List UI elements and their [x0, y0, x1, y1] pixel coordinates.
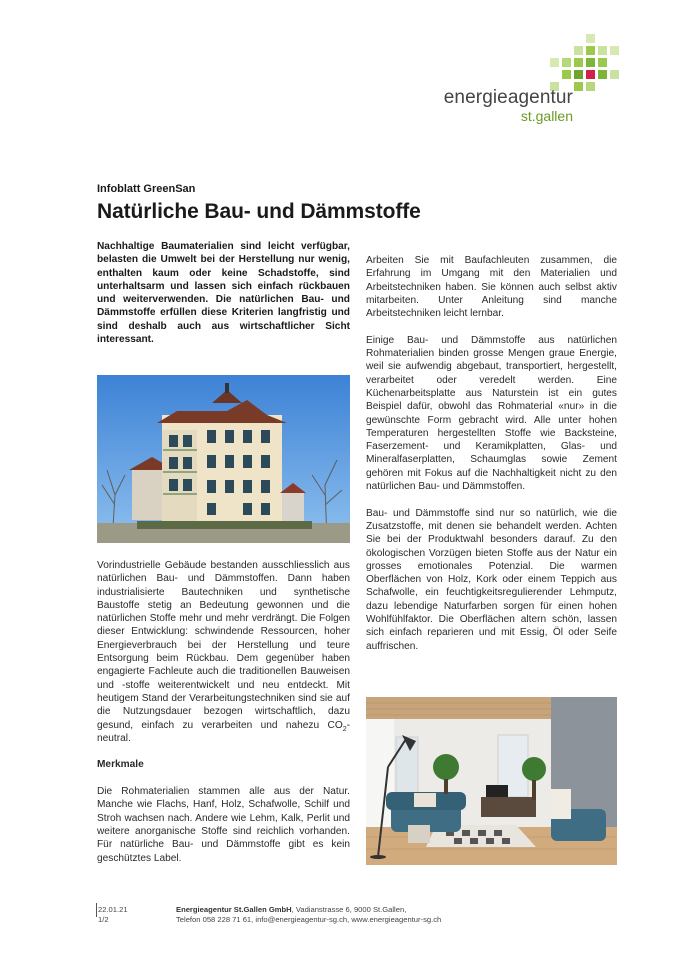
- footer-page: 1/2: [98, 915, 109, 924]
- interior-photo: [366, 697, 617, 865]
- right-paragraph-3: Bau- und Dämmstoffe sind nur so natürlich, wie die Zusatzstoffe, mit denen sie behandelt werden. Achten Sie bei der Produktwahl besonders darauf. Zu den ökologischen Vorzügen bieten Stoffe aus der Natur ein grosses emotionales Potenzial. Die warmen Oberflächen von Holz, Kork oder einem Teppich aus Schafwolle, ein feuchtigkeitsregulierender Lehmputz, dazu lebendige Naturfarben sorgen für einen hohen Wohlfühlfaktor. Die Oberflächen altern schön, lassen sich einfach reparieren und mit Essig, Öl oder Seife auffrischen.: [366, 507, 617, 652]
- merkmale-paragraph: Die Rohmaterialien stammen alle aus der Natur. Manche wie Flachs, Hanf, Holz, Schafwolle, Schilf und Stroh wachsen nach. Andere wie Lehm, Kalk, Perlit und weitere anorganische Stoffe sind reichlich vorhanden. Für natürliche Bau- und Dämmstoffe gibt es kein geschütztes Label.: [97, 786, 350, 864]
- footer-meta: [98, 905, 128, 925]
- right-paragraph-2: Einige Bau- und Dämmstoffe aus natürlichen Rohmaterialien binden grosse Mengen graue Energie, weil sie aufwendig abgebaut, transportiert, hergestellt, verarbeitet oder veredelt werden. Eine Küchenarbeitsplatte aus Naturstein ist ein gutes Beispiel dafür, obwohl das Rohmaterial «nur» in die gewünschte Form gebracht wird. Alle unter hohen Temperaturen hergestellten Stoffe wie Backsteine, Faserzement- und Keramikplatten, Glas- und Mineralfaserplatten, Schaumglas sowie Zement gehören mit Fokus auf die Nachhaltigkeit nicht zu den natürlichen Bau- und Dämmstoffen.: [366, 334, 617, 493]
- footer-rule: [96, 903, 97, 917]
- right-paragraph-1: Arbeiten Sie mit Baufachleuten zusammen, die Erfahrung im Umgang mit den Materialien und Arbeitstechniken haben. Sie können auch selbst aktiv mitarbeiten. Unter Anleitung sind manche Arbeitstechniken leicht lernbar.: [366, 255, 617, 320]
- logo-name: energieagentur: [443, 87, 573, 108]
- kicker: Infoblatt GreenSan: [97, 183, 196, 195]
- footer-address-line: [176, 905, 441, 915]
- page-title: Natürliche Bau- und Dämmstoffe: [97, 200, 421, 223]
- footer-contact-line: Telefon 058 228 71 61, info@energieagentur-sg.ch, www.energieagentur-sg.ch: [176, 915, 442, 924]
- lead-paragraph: Nachhaltige Baumaterialien sind leicht verfügbar, belasten die Umwelt bei der Herstellung nur wenig, enthalten kaum oder keine Schadstoffe, sind unterhaltsarm und lassen sich einfach rückbauen und weiterverwenden. Die natürlichen Bau- und Dämmstoffe erfüllen diese Kriterien langfristig und sind deshalb auch aus wirtschaftlicher Sicht interessant.: [97, 241, 350, 346]
- history-paragraph: Vorindustrielle Gebäude bestanden ausschliesslich aus natürlichen Bau- und Dämmstoffen. Dann haben industrialisierte Bautechniken und synthetische Baustoffe stetig an Bedeutung gewonnen und die natürlichen Stoffe mehr und mehr verdrängt. Die Folgen dieser Entwicklung: schwindende Ressourcen, hoher Energieverbrauch bei der Herstellung und teure Entsorgung beim Rückbau. Dem gegenüber haben engagierte Fachleute auch die traditionellen Bauweisen und -stoffe weiterentwickelt und neu entdeckt. Mit heutigem Stand der Verarbeitungstechniken sind sie auf die Nutzungsdauer bezogen wirtschaftlich, dazu gesund, einfach zu verarbeiten und nahezu $CO_2$-neutral.: [97, 560, 350, 744]
- footer-date: 22.01.21: [98, 905, 128, 914]
- logo-sub: st.gallen: [520, 108, 573, 124]
- merkmale-heading: Merkmale: [97, 759, 144, 771]
- footer-address: , Vadianstrasse 6, 9000 St.Gallen,: [291, 905, 407, 914]
- left-column-top: [97, 240, 350, 360]
- building-photo: [97, 375, 350, 543]
- left-column-bottom: [97, 559, 350, 878]
- footer-org: Energieagentur St.Gallen GmbH: [176, 905, 292, 914]
- footer-contact: [176, 905, 441, 925]
- right-column: [366, 254, 617, 666]
